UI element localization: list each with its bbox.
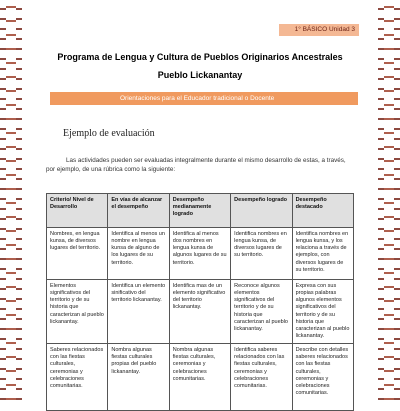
table-cell: Identifica nombres en lengua kunsa, de diversos lugares de su territorio. bbox=[231, 228, 292, 280]
table-row bbox=[47, 280, 354, 344]
table-cell: Identifica al menos un nombre en lengua kunsa de alguno de los lugares de su territorio. bbox=[108, 228, 169, 280]
intro-paragraph: Las actividades pueden ser evaluadas integralmente durante el mismo desarrollo de estas, a través, por ejemplo, de una rúbrica como la siguiente: bbox=[46, 157, 346, 174]
header-logrado: Desempeño logrado bbox=[231, 194, 292, 228]
table-row bbox=[47, 344, 354, 411]
grade-unit-badge: 1° BÁSICO Unidad 3 bbox=[279, 24, 359, 36]
table-cell: Nombra algunas fiestas culturales, ceremonias y celebraciones comunitarias. bbox=[169, 344, 230, 411]
rubric-table bbox=[46, 193, 354, 411]
table-cell: Identifica nombres en lengua kunsa, y los relaciona a través de ejemplos, con diversos lugares de su territorio. bbox=[292, 228, 353, 280]
table-cell: Identifica mas de un elemento significativo del territorio lickanantay. bbox=[169, 280, 230, 344]
table-cell: Identifica saberes relacionados con las fiestas culturales, ceremonias y celebraciones comunitarias. bbox=[231, 344, 292, 411]
orientation-banner: Orientaciones para el Educador tradicional o Docente bbox=[50, 92, 358, 105]
section-heading: Ejemplo de evaluación bbox=[63, 128, 155, 139]
table-cell: Nombres, en lengua kunsa, de diversos lugares del territorio. bbox=[47, 228, 108, 280]
table-cell: Identifica un elemento sinificativo del territorio lickanantay. bbox=[108, 280, 169, 344]
table-cell: Identifica al menos dos nombres en lengua kunsa de algunos lugares de su territorio. bbox=[169, 228, 230, 280]
table-cell: Reconoce algunos elementos significativos del territorio y de su historia que caracterizan al pueblo lickanantay. bbox=[231, 280, 292, 344]
decorative-border-left bbox=[0, 0, 22, 400]
table-row bbox=[47, 228, 354, 280]
table-cell: Expresa con sus propias palabras algunos elementos significativos del territorio y de su historia que caracterizan al pueblo lickanantay. bbox=[292, 280, 353, 344]
table-cell: Describe con detalles saberes relacionados con las fiestas culturales, ceremonias y celebraciones comunitarias. bbox=[292, 344, 353, 411]
decorative-border-right bbox=[378, 0, 400, 400]
page-title: Programa de Lengua y Cultura de Pueblos Originarios Ancestrales bbox=[57, 52, 343, 62]
rubric-header-row bbox=[47, 194, 354, 228]
header-criterio: Criterio/ Nivel de Desarrollo bbox=[47, 194, 108, 228]
header-destacado: Desempeño destacado bbox=[292, 194, 353, 228]
table-cell: Elementos significativos del territorio y de su historia que caracterizan al pueblo lickanantay. bbox=[47, 280, 108, 344]
header-medianamente: Desempeño medianamente logrado bbox=[169, 194, 230, 228]
table-cell: Nombra algunas fiestas culturales propias del pueblo lickanantay. bbox=[108, 344, 169, 411]
page-subtitle: Pueblo Lickanantay bbox=[157, 70, 243, 80]
table-cell: Saberes relacionados con las fiestas culturales, ceremonias y celebraciones comunitarias. bbox=[47, 344, 108, 411]
header-en-vias: En vías de alcanzar el desempeño bbox=[108, 194, 169, 228]
